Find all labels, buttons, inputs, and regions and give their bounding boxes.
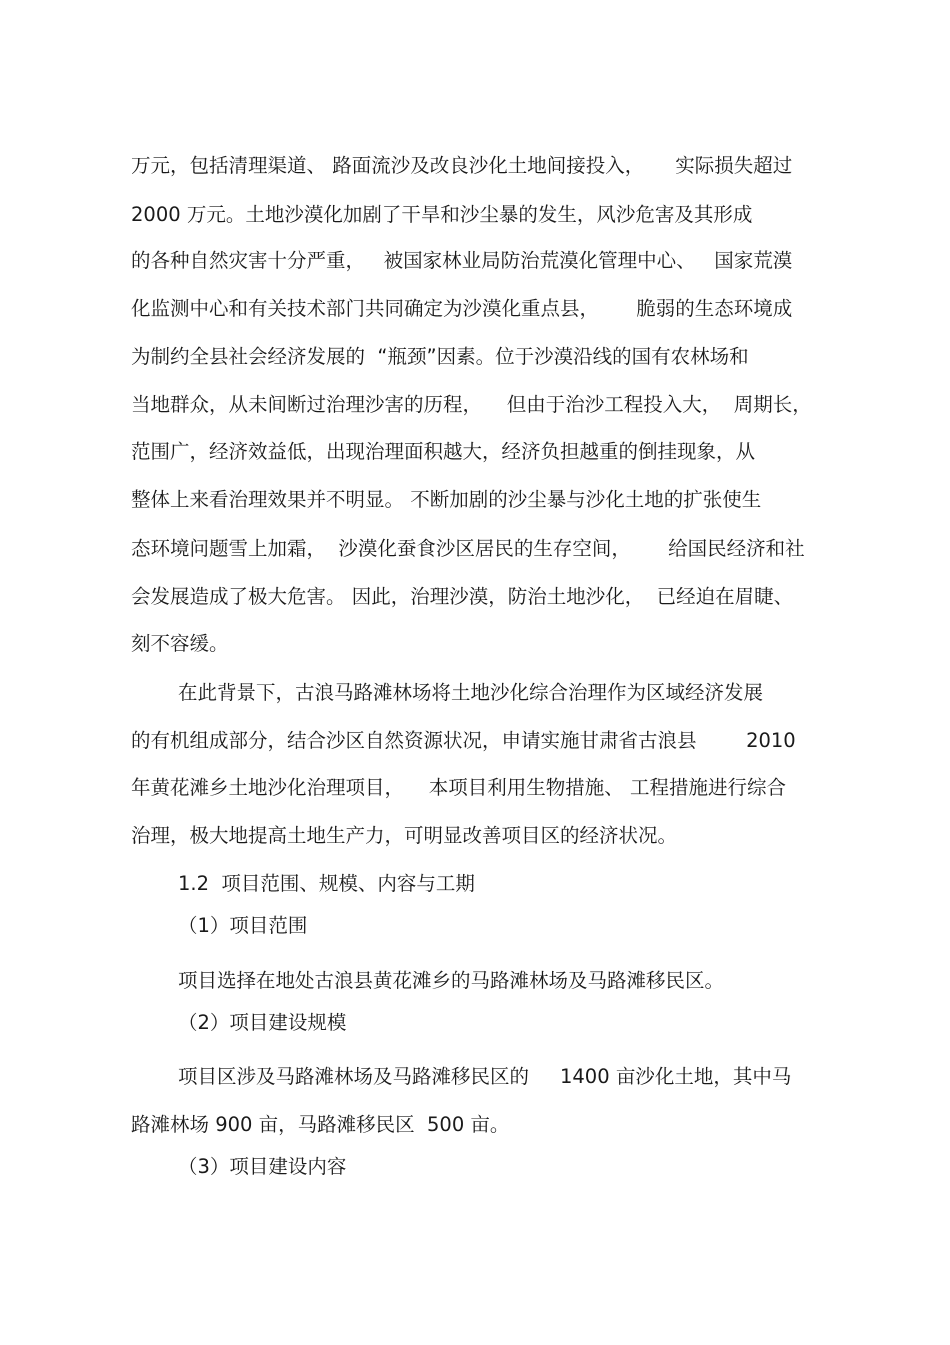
paragraph-line: 态环境问题雪上加霜， 沙漠化蚕食沙区居民的生存空间， 给国民经济和社 xyxy=(131,537,805,560)
paragraph-line: 当地群众，从未间断过治理沙害的历程， 但由于治沙工程投入大， 周期长， xyxy=(131,393,812,416)
paragraph-line: 在此背景下，古浪马路滩林场将土地沙化综合治理作为区域经济发展 xyxy=(178,681,764,704)
paragraph-line: 项目区涉及马路滩林场及马路滩移民区的 1400 亩沙化土地，其中马 xyxy=(178,1065,792,1088)
paragraph-line: 会发展造成了极大危害。 因此，治理沙漠，防治土地沙化， 已经迫在眉睫、 xyxy=(131,585,794,608)
subsection-heading: （2）项目建设规模 xyxy=(178,1011,347,1034)
subsection-heading: （1）项目范围 xyxy=(178,914,308,937)
paragraph-line: 2000 万元。土地沙漠化加剧了干旱和沙尘暴的发生，风沙危害及其形成 xyxy=(131,203,753,226)
paragraph-line: 范围广，经济效益低，出现治理面积越大，经济负担越重的倒挂现象，从 xyxy=(131,440,756,463)
paragraph-line: 年黄花滩乡土地沙化治理项目， 本项目利用生物措施、 工程措施进行综合 xyxy=(131,776,786,799)
paragraph-line: 项目选择在地处古浪县黄花滩乡的马路滩林场及马路滩移民区。 xyxy=(178,969,725,992)
subsection-heading: （3）项目建设内容 xyxy=(178,1155,347,1178)
paragraph-line: 万元，包括清理渠道、 路面流沙及改良沙化土地间接投入， 实际损失超过 xyxy=(131,154,793,177)
paragraph-line: 的有机组成部分，结合沙区自然资源状况，申请实施甘肃省古浪县 2010 xyxy=(131,729,796,752)
paragraph-line: 的各种自然灾害十分严重， 被国家林业局防治荒漠化管理中心、 国家荒漠 xyxy=(131,249,793,272)
section-heading: 1.2 项目范围、规模、内容与工期 xyxy=(178,872,475,895)
paragraph-line: 治理，极大地提高土地生产力，可明显改善项目区的经济状况。 xyxy=(131,824,678,847)
paragraph-line: 刻不容缓。 xyxy=(131,632,229,655)
paragraph-line: 整体上来看治理效果并不明显。 不断加剧的沙尘暴与沙化土地的扩张使生 xyxy=(131,488,762,511)
paragraph-line: 为制约全县社会经济发展的 “瓶颈”因素。位于沙漠沿线的国有农林场和 xyxy=(131,345,749,368)
paragraph-line: 路滩林场 900 亩，马路滩移民区 500 亩。 xyxy=(131,1113,510,1136)
paragraph-line: 化监测中心和有关技术部门共同确定为沙漠化重点县， 脆弱的生态环境成 xyxy=(131,297,793,320)
